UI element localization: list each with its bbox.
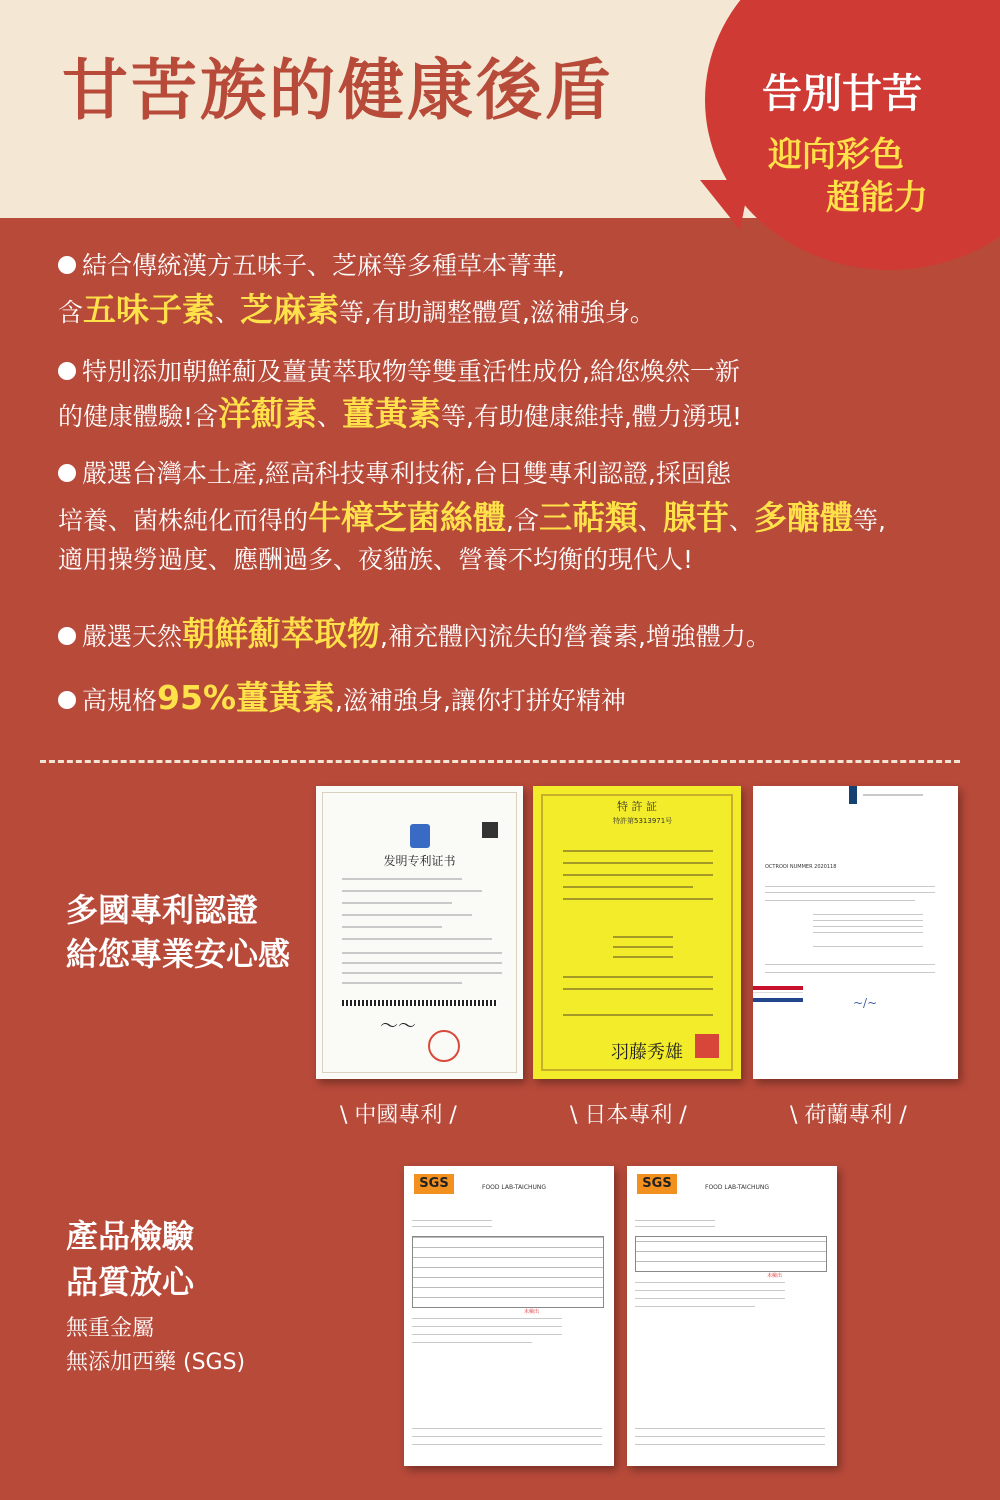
signature-image: 〜〜: [380, 1016, 416, 1037]
text-line: [563, 988, 713, 990]
crest-ribbon-icon: [849, 786, 857, 804]
inspection-heading-line1: 產品檢驗: [66, 1217, 195, 1255]
text-line: [563, 898, 713, 900]
bullet-2-line2: [58, 392, 742, 439]
caption-japan-patent: \ 日本專利 /: [570, 1103, 687, 1128]
text-line: [342, 890, 482, 892]
not-detected-label: 未檢出: [524, 1309, 540, 1315]
text-line: [613, 946, 673, 948]
text-line: [635, 1226, 715, 1227]
text-line: [813, 926, 923, 927]
bullet-1-line2: [58, 288, 655, 335]
text-line: [765, 972, 935, 973]
text-line: [635, 1298, 785, 1299]
text-line: [412, 1428, 602, 1429]
red-seal-icon: [695, 1034, 719, 1058]
cn-doc-title: 发明专利证书: [383, 854, 456, 868]
report-header: FOOD LAB-TAICHUNG: [482, 1184, 547, 1191]
text-line: [863, 794, 923, 796]
text-line: [635, 1436, 825, 1437]
bullet-text: 、: [317, 402, 343, 431]
caption-netherlands-patent: \ 荷蘭專利 /: [790, 1103, 907, 1128]
text-line: [635, 1290, 785, 1291]
bullet-3-line1: [58, 452, 731, 496]
text-line: [563, 850, 713, 852]
bullet-text: 等,: [853, 506, 886, 535]
text-line: [412, 1326, 562, 1327]
bullet-text: 含: [58, 298, 84, 327]
text-line: [342, 938, 492, 940]
results-table: [635, 1236, 827, 1272]
highlight-term: 多醣體: [754, 498, 853, 537]
bubble-text-line3: 超能力: [826, 178, 928, 218]
netherlands-patent-certificate-image: [753, 786, 958, 1079]
bullet-text: 等,有助健康維持,體力湧現!: [441, 402, 742, 431]
text-line: [563, 886, 693, 888]
text-line: [342, 952, 502, 954]
text-line: [342, 926, 442, 928]
sgs-report-image-2: [627, 1166, 837, 1466]
sgs-report-image-1: [404, 1166, 614, 1466]
bullet-text: 嚴選台灣本土產,經高科技專利技術,台日雙專利認證,採固態: [82, 459, 731, 488]
text-line: [342, 914, 472, 916]
bullet-text: 嚴選天然: [82, 622, 183, 651]
bullet-text: 、: [637, 506, 663, 535]
highlight-term: 三萜類: [538, 498, 638, 537]
text-line: [765, 892, 935, 893]
patents-heading-line2: 給您專業安心感: [66, 935, 291, 973]
text-line: [563, 862, 713, 864]
ornamental-border: [541, 794, 733, 1071]
bullet-text: 等,有助調整體質,滋補強身。: [339, 298, 655, 327]
inspection-sub-line2: 無添加西藥 (SGS): [66, 1350, 246, 1375]
bullet-text: ,含: [506, 506, 539, 535]
text-line: [342, 972, 502, 974]
text-line: [813, 914, 923, 915]
highlight-term: 朝鮮薊萃取物: [182, 614, 381, 653]
text-line: [813, 932, 923, 933]
text-line: [765, 964, 935, 965]
text-line: [412, 1334, 562, 1335]
text-line: [342, 902, 452, 904]
text-line: [765, 900, 915, 901]
bullet-text: 高規格: [82, 686, 158, 715]
text-line: [412, 1444, 602, 1445]
nl-doc-title: OCTROOI NUMMER 2020118: [765, 864, 837, 870]
sgs-logo: SGS: [637, 1174, 677, 1194]
bullet-text: 培養、菌株純化而得的: [58, 506, 309, 535]
bullet-2-line1: [58, 350, 740, 394]
report-header: FOOD LAB-TAICHUNG: [705, 1184, 770, 1191]
bullet-dot: [58, 691, 76, 709]
bubble-text-line1: 告別甘苦: [762, 71, 922, 117]
bubble-text-line2: 迎向彩色: [768, 135, 904, 175]
bullet-text: 特別添加朝鮮薊及薑黃萃取物等雙重活性成份,給您煥然一新: [82, 357, 740, 386]
caption-china-patent: \ 中國專利 /: [340, 1103, 457, 1128]
not-detected-label: 未檢出: [767, 1273, 783, 1279]
bullet-text: 的健康體驗!含: [58, 402, 219, 431]
bullet-text: 、: [215, 298, 241, 327]
highlight-term: 95%薑黃素: [157, 678, 336, 717]
highlight-term: 洋薊素: [218, 394, 318, 433]
highlight-term: 牛樟芝菌絲體: [308, 498, 507, 537]
bullet-1-line1: [58, 244, 565, 288]
highlight-term: 腺苷: [662, 498, 729, 537]
bullet-text: ,補充體內流失的營養素,增強體力。: [380, 622, 771, 651]
bullet-text: 、: [728, 506, 754, 535]
text-line: [412, 1436, 602, 1437]
bullet-dot: [58, 362, 76, 380]
bullet-3-line2: [58, 496, 886, 543]
bullet-text: 適用操勞過度、應酬過多、夜貓族、營養不均衡的現代人!: [58, 545, 694, 574]
text-line: [412, 1220, 492, 1221]
bullet-3-line3: [58, 538, 693, 582]
text-line: [563, 976, 713, 978]
text-line: [342, 878, 462, 880]
text-line: [412, 1226, 492, 1227]
flag-ribbon-blue: [753, 998, 803, 1002]
text-line: [412, 1318, 562, 1319]
jp-doc-number: 特許第5313971号: [613, 817, 673, 825]
text-line: [342, 962, 502, 964]
text-line: [412, 1342, 532, 1343]
flag-ribbon-white: [753, 992, 803, 997]
inspection-sub-line1: 無重金屬: [66, 1316, 155, 1341]
china-patent-certificate-image: [316, 786, 523, 1079]
jp-doc-title: 特 許 証: [617, 800, 657, 813]
dashed-divider: [40, 760, 960, 763]
text-line: [765, 886, 935, 887]
patents-heading-line1: 多國專利認證: [66, 891, 259, 929]
results-table: [412, 1236, 604, 1308]
text-line: [613, 936, 673, 938]
bullet-dot: [58, 627, 76, 645]
bullet-dot: [58, 464, 76, 482]
highlight-term: 薑黃素: [342, 394, 442, 433]
japan-patent-certificate-image: [533, 786, 741, 1079]
red-seal-icon: [428, 1030, 460, 1062]
text-line: [613, 956, 673, 958]
text-line: [635, 1428, 825, 1429]
text-line: [635, 1220, 715, 1221]
inspection-heading-line2: 品質放心: [66, 1263, 195, 1301]
text-line: [813, 920, 923, 921]
highlight-term: 五味子素: [83, 290, 216, 329]
cnipa-logo-icon: [410, 824, 430, 848]
sgs-logo: SGS: [414, 1174, 454, 1194]
flag-ribbon-red: [753, 986, 803, 990]
text-line: [563, 874, 713, 876]
highlight-term: 芝麻素: [240, 290, 340, 329]
signature-image: ~/~: [853, 996, 878, 1010]
bullet-text: 結合傳統漢方五味子、芝麻等多種草本菁華,: [82, 251, 565, 280]
text-line: [342, 982, 462, 984]
speech-bubble-tail: [700, 180, 750, 230]
text-line: [635, 1444, 825, 1445]
text-line: [635, 1282, 785, 1283]
text-line: [813, 946, 923, 947]
bullet-dot: [58, 256, 76, 274]
bullet-text: ,滋補強身,讓你打拼好精神: [335, 686, 626, 715]
page-title: 甘苦族的健康後盾: [62, 52, 614, 129]
qr-code-icon: [482, 822, 498, 838]
bullet-4: [58, 612, 771, 659]
barcode: [342, 1000, 498, 1006]
text-line: [635, 1306, 755, 1307]
bullet-5: [58, 676, 626, 723]
jp-signature: 羽藤秀雄: [611, 1042, 683, 1063]
text-line: [563, 1014, 713, 1016]
